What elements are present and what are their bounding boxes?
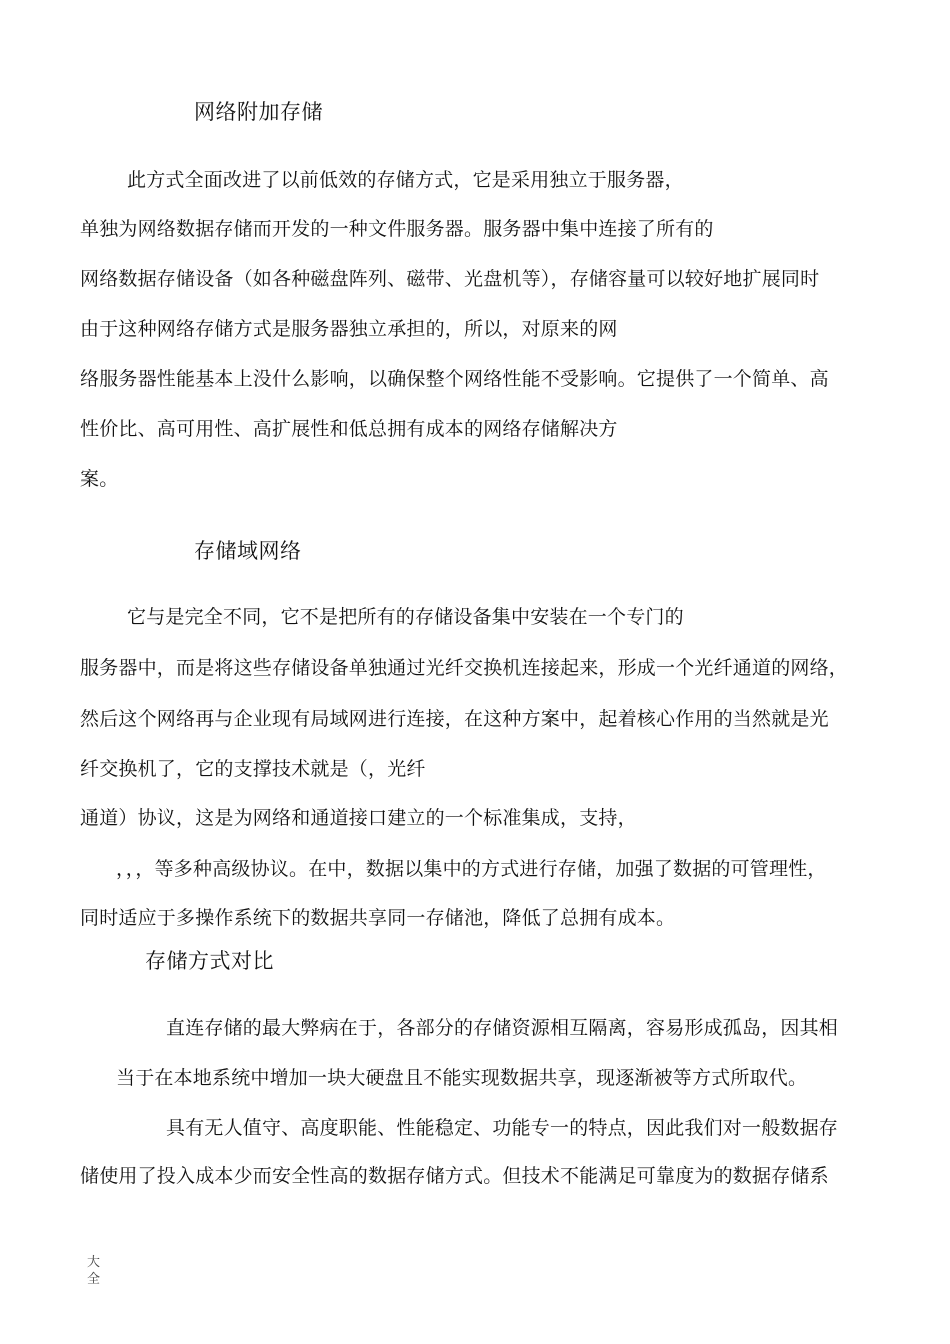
- paragraph-line: 案。: [80, 468, 119, 490]
- section-heading-nas: 网络附加存储: [194, 100, 323, 124]
- paragraph-line: 性价比、高可用性、高扩展性和低总拥有成本的网络存储解决方: [80, 418, 618, 440]
- paragraph-line: 同时适应于多操作系统下的数据共享同一存储池，降低了总拥有成本。: [80, 907, 676, 929]
- paragraph-line: 通道）协议，这是为网络和通道接口建立的一个标准集成，支持，: [80, 807, 637, 829]
- paragraph-line: 服务器中，而是将这些存储设备单独通过光纤交换机连接起来，形成一个光纤通道的网络，: [80, 657, 849, 679]
- paragraph-line: 网络数据存储设备（如各种磁盘阵列、磁带、光盘机等），存储容量可以较好地扩展同时: [80, 268, 820, 290]
- section-heading-san: 存储域网络: [194, 539, 302, 563]
- paragraph-line: 具有无人值守、高度职能、性能稳定、功能专一的特点，因此我们对一般数据存: [166, 1117, 839, 1139]
- paragraph-line: 此方式全面改进了以前低效的存储方式，它是采用独立于服务器，: [127, 169, 684, 191]
- page-footer-text: 大全: [87, 1255, 101, 1287]
- paragraph-line: 络服务器性能基本上没什么影响，以确保整个网络性能不受影响。它提供了一个简单、高: [80, 368, 829, 390]
- paragraph-line: 由于这种网络存储方式是服务器独立承担的，所以，对原来的网: [80, 318, 618, 340]
- paragraph-line: 单独为网络数据存储而开发的一种文件服务器。服务器中集中连接了所有的: [80, 218, 714, 240]
- paragraph-line: 直连存储的最大弊病在于，各部分的存储资源相互隔离，容易形成孤岛，因其相: [166, 1017, 839, 1039]
- paragraph-line: 然后这个网络再与企业现有局域网进行连接，在这种方案中，起着核心作用的当然就是光: [80, 708, 829, 730]
- paragraph-line: 纤交换机了，它的支撑技术就是（，光纤: [80, 758, 426, 780]
- paragraph-line: ，，，等多种高级协议。在中，数据以集中的方式进行存储，加强了数据的可管理性，: [116, 858, 827, 880]
- section-heading-comparison: 存储方式对比: [145, 949, 274, 973]
- paragraph-line: 储使用了投入成本少而安全性高的数据存储方式。但技术不能满足可靠度为的数据存储系: [80, 1165, 829, 1187]
- paragraph-line: 它与是完全不同，它不是把所有的存储设备集中安装在一个专门的: [127, 606, 684, 628]
- paragraph-line: 当于在本地系统中增加一块大硬盘且不能实现数据共享，现逐渐被等方式所取代。: [116, 1067, 808, 1089]
